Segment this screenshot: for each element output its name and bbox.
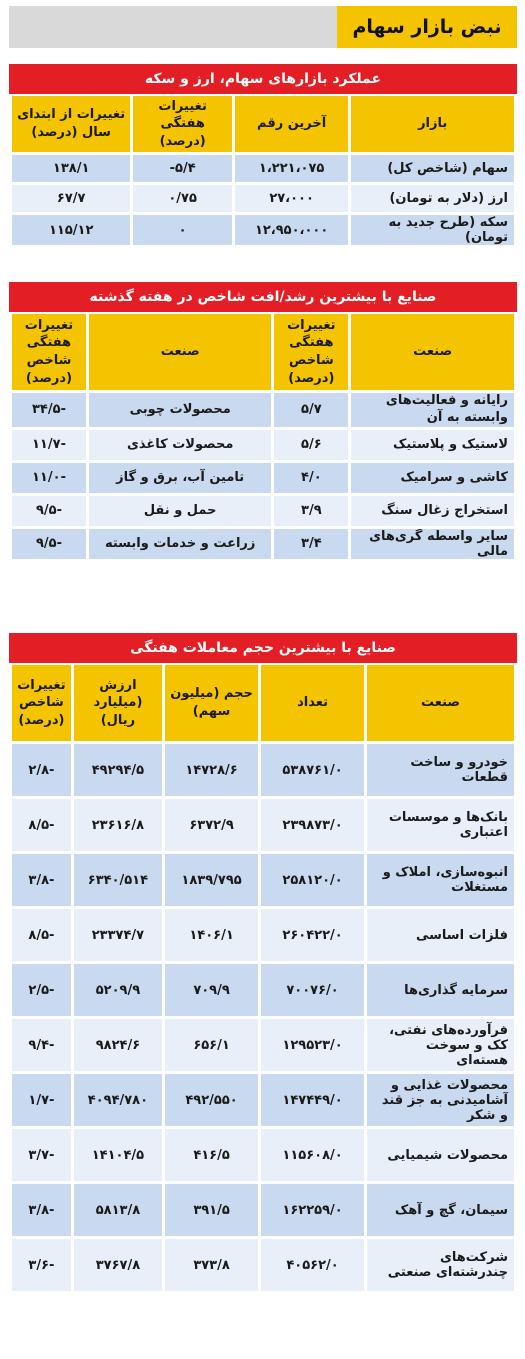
ytd-change: ۶۷/۷: [12, 185, 130, 212]
ytd-change: ۱۱۵/۱۲: [12, 215, 130, 245]
value: ۵۲۰۹/۹: [74, 964, 162, 1016]
value: ۴۹۲۹۴/۵: [74, 744, 162, 796]
table-row: [12, 964, 514, 1016]
market-name: سکه (طرح جدید به تومان): [351, 215, 514, 245]
value: ۳۷۶۷/۸: [74, 1239, 162, 1291]
volume: ۱۴۰۶/۱: [165, 909, 258, 961]
page-title: نبض بازار سهام: [337, 6, 517, 48]
table-row: [12, 463, 514, 493]
column-header: بازار: [351, 96, 514, 152]
industry-name: محصولات چوبی: [89, 393, 271, 427]
industry-name: بانک‌ها و موسسات اعتباری: [367, 799, 514, 851]
volume: ۶۳۷۲/۹: [165, 799, 258, 851]
column-header: تعداد: [261, 665, 364, 741]
top-volume-table: [9, 662, 517, 1294]
weekly-change: -۳۴/۵: [12, 393, 86, 427]
last-value: ۱۲،۹۵۰،۰۰۰: [235, 215, 348, 245]
industry-name: تامین آب، برق و گاز: [89, 463, 271, 493]
industry-name: محصولات غذایی و آشامیدنی به جز قند و شکر: [367, 1074, 514, 1126]
index-change: -۹/۴: [12, 1019, 71, 1071]
weekly-change: ۵/۷: [274, 393, 348, 427]
table-row: [12, 393, 514, 427]
table-row: [12, 155, 514, 182]
industry-name: خودرو و ساخت قطعات: [367, 744, 514, 796]
volume: ۶۵۶/۱: [165, 1019, 258, 1071]
industry-name: محصولات کاغذی: [89, 430, 271, 460]
weekly-change: ۰/۷۵: [133, 185, 232, 212]
table-row: [12, 799, 514, 851]
volume: ۴۹۲/۵۵۰: [165, 1074, 258, 1126]
industry-name: فرآورده‌های نفتی، کک و سوخت هسته‌ای: [367, 1019, 514, 1071]
table-row: [12, 529, 514, 559]
index-change: -۳/۸: [12, 854, 71, 906]
volume: ۱۸۳۹/۷۹۵: [165, 854, 258, 906]
column-header: ارزش (میلیارد ریال): [74, 665, 162, 741]
trade-count: ۱۶۲۲۵۹/۰: [261, 1184, 364, 1236]
index-change: -۱/۷: [12, 1074, 71, 1126]
index-change: -۳/۸: [12, 1184, 71, 1236]
trade-count: ۴۰۵۶۲/۰: [261, 1239, 364, 1291]
last-value: ۱،۲۲۱،۰۷۵: [235, 155, 348, 182]
trade-count: ۲۵۸۱۲۰/۰: [261, 854, 364, 906]
industry-name: لاستیک و پلاستیک: [351, 430, 514, 460]
market-name: ارز (دلار به تومان): [351, 185, 514, 212]
ytd-change: ۱۳۸/۱: [12, 155, 130, 182]
value: ۲۳۳۷۴/۷: [74, 909, 162, 961]
weekly-change: -۱۱/۷: [12, 430, 86, 460]
weekly-change: -۱۱/۰: [12, 463, 86, 493]
section-title: عملکرد بازارهای سهام، ارز و سکه: [9, 64, 517, 94]
index-change: -۸/۵: [12, 909, 71, 961]
table-row: [12, 1074, 514, 1126]
trade-count: ۱۲۹۵۲۳/۰: [261, 1019, 364, 1071]
index-change: -۲/۸: [12, 744, 71, 796]
index-change: -۳/۶: [12, 1239, 71, 1291]
column-header: صنعت: [89, 314, 271, 390]
table-row: [12, 430, 514, 460]
industry-name: رایانه و فعالیت‌های وابسته به آن: [351, 393, 514, 427]
industry-name: فلزات اساسی: [367, 909, 514, 961]
table-row: [12, 185, 514, 212]
trade-count: ۵۳۸۷۶۱/۰: [261, 744, 364, 796]
value: ۱۴۱۰۴/۵: [74, 1129, 162, 1181]
value: ۴۰۹۴/۷۸۰: [74, 1074, 162, 1126]
table-row: [12, 496, 514, 526]
value: ۲۳۶۱۶/۸: [74, 799, 162, 851]
value: ۶۳۴۰/۵۱۴: [74, 854, 162, 906]
table-row: [12, 1019, 514, 1071]
column-header: تغییرات هفتگی شاخص (درصد): [274, 314, 348, 390]
column-header: تغییرات از ابتدای سال (درصد): [12, 96, 130, 152]
column-header: تغییرات شاخص (درصد): [12, 665, 71, 741]
trade-count: ۲۳۹۸۷۳/۰: [261, 799, 364, 851]
column-header: صنعت: [367, 665, 514, 741]
section-title: صنایع با بیشترین رشد/افت شاخص در هفته گذشته: [9, 282, 517, 312]
page-header: [9, 6, 517, 48]
table-row: [12, 1239, 514, 1291]
column-header: حجم (میلیون سهم): [165, 665, 258, 741]
volume: ۳۹۱/۵: [165, 1184, 258, 1236]
index-change: -۸/۵: [12, 799, 71, 851]
trade-count: ۷۰۰۷۶/۰: [261, 964, 364, 1016]
weekly-change: -۹/۵: [12, 529, 86, 559]
industry-name: سرمایه گذاری‌ها: [367, 964, 514, 1016]
table-row: [12, 744, 514, 796]
industry-name: کاشی و سرامیک: [351, 463, 514, 493]
top-volume-section: [9, 633, 517, 1294]
market-performance-table: [9, 93, 517, 248]
industry-name: سایر واسطه گری‌های مالی: [351, 529, 514, 559]
market-name: سهام (شاخص کل): [351, 155, 514, 182]
section-title: صنایع با بیشترین حجم معاملات هفتگی: [9, 633, 517, 663]
weekly-change: ۵/۶: [274, 430, 348, 460]
top-growth-section: [9, 282, 517, 562]
market-performance-section: [9, 64, 517, 248]
industry-name: حمل و نقل: [89, 496, 271, 526]
industry-name: شرکت‌های چندرشته‌ای صنعتی: [367, 1239, 514, 1291]
table-header-row: [12, 314, 514, 390]
industry-name: زراعت و خدمات وابسته: [89, 529, 271, 559]
table-row: [12, 1184, 514, 1236]
top-growth-table: [9, 311, 517, 562]
value: ۹۸۲۴/۶: [74, 1019, 162, 1071]
value: ۵۸۱۳/۸: [74, 1184, 162, 1236]
weekly-change: ۳/۹: [274, 496, 348, 526]
weekly-change: ۴/۰: [274, 463, 348, 493]
table-row: [12, 215, 514, 245]
industry-name: محصولات شیمیایی: [367, 1129, 514, 1181]
weekly-change: ۵/۴-: [133, 155, 232, 182]
volume: ۳۷۳/۸: [165, 1239, 258, 1291]
table-row: [12, 854, 514, 906]
table-header-row: [12, 96, 514, 152]
column-header: تغییرات هفتگی (درصد): [133, 96, 232, 152]
column-header: آخرین رقم: [235, 96, 348, 152]
index-change: -۲/۵: [12, 964, 71, 1016]
volume: ۴۱۶/۵: [165, 1129, 258, 1181]
table-header-row: [12, 665, 514, 741]
top-volume-table-body: [12, 744, 514, 1291]
industry-name: سیمان، گچ و آهک: [367, 1184, 514, 1236]
trade-count: ۲۶۰۴۲۲/۰: [261, 909, 364, 961]
volume: ۷۰۹/۹: [165, 964, 258, 1016]
table-row: [12, 1129, 514, 1181]
index-change: -۳/۷: [12, 1129, 71, 1181]
last-value: ۲۷،۰۰۰: [235, 185, 348, 212]
weekly-change: ۳/۴: [274, 529, 348, 559]
column-header: تغییرات هفتگی شاخص (درصد): [12, 314, 86, 390]
industry-name: انبوه‌سازی، املاک و مستغلات: [367, 854, 514, 906]
trade-count: ۱۴۷۴۴۹/۰: [261, 1074, 364, 1126]
weekly-change: -۹/۵: [12, 496, 86, 526]
weekly-change: ۰: [133, 215, 232, 245]
volume: ۱۴۷۲۸/۶: [165, 744, 258, 796]
column-header: صنعت: [351, 314, 514, 390]
table-row: [12, 909, 514, 961]
industry-name: استخراج زغال سنگ: [351, 496, 514, 526]
trade-count: ۱۱۵۶۰۸/۰: [261, 1129, 364, 1181]
